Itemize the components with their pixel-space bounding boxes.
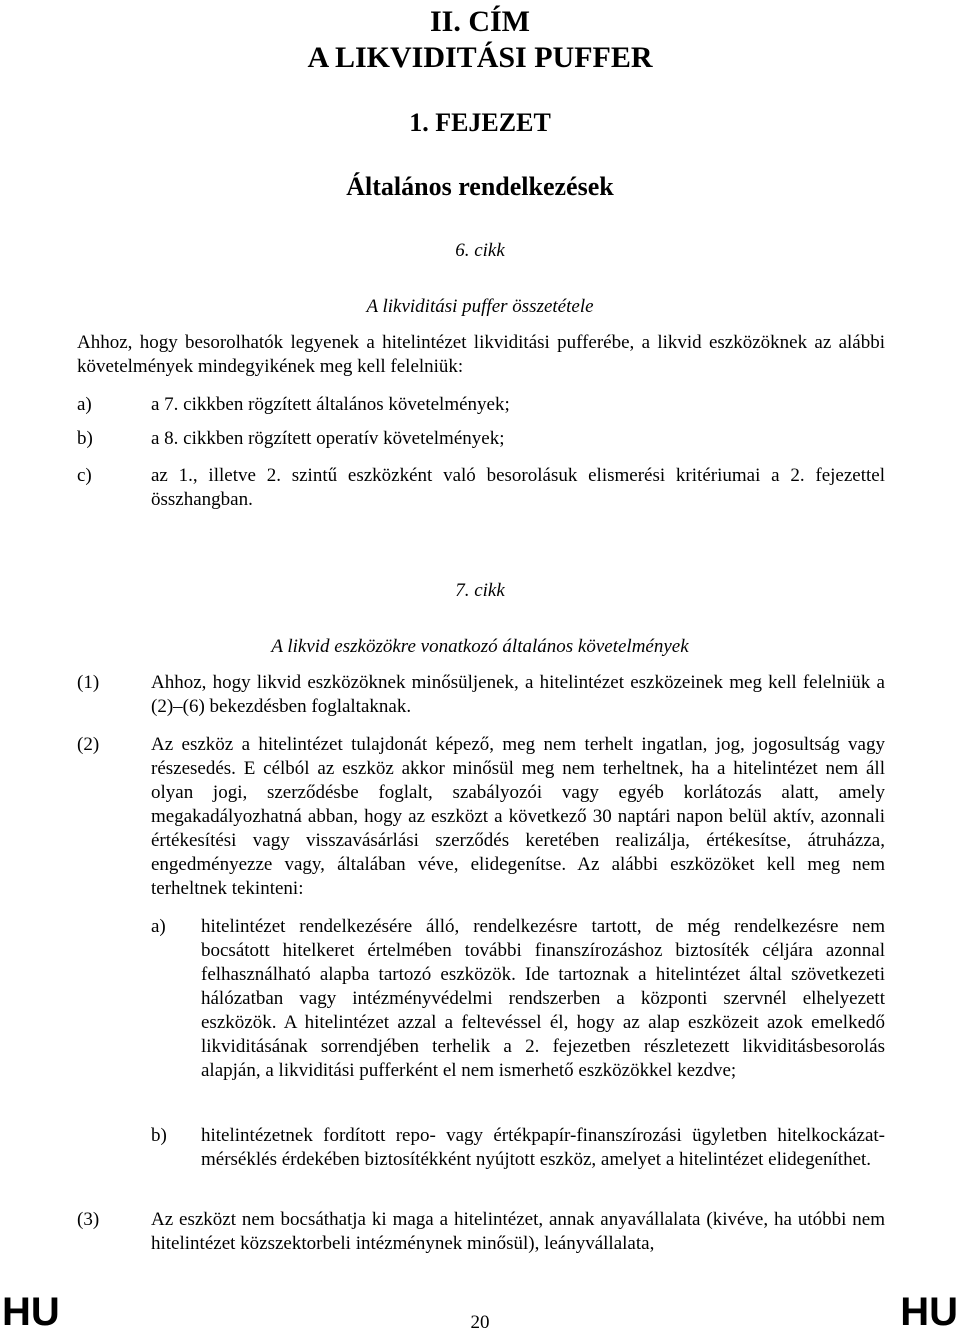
item-label: c): [77, 465, 92, 486]
article-7-paragraph-1: [77, 671, 885, 719]
article-6-item-a: [77, 393, 885, 417]
title-line-1: II. CÍM: [429, 5, 530, 38]
paragraph-text: Az eszközt nem bocsáthatja ki maga a hitelintézet, annak anyavállalata (kivéve, ha utóbbi nem hitelintézet közszektorbeli intézménynek minősül), leányvállalata,: [151, 1209, 885, 1254]
paragraph-label: (2): [77, 734, 100, 755]
page-number: 20: [470, 1312, 490, 1333]
article-6-item-c: [77, 464, 885, 512]
paragraph-text: Az eszköz a hitelintézet tulajdonát képező, meg nem terhelt ingatlan, jog, jogosultság vagy részesedés. E célból az eszköz akkor minősül meg nem terheltnek, ha a hitelintézet nem áll olyan jogi, szerződésbe foglalt, szabályozói vagy egyéb korlátozás alatt, amely megakadályozhatná abban, hogy az eszközt a következő 30 naptári napon belül aktív, azonnali értékesítési vagy visszavásárlási szerződés keretében realizálja, értékesítse, átruházza, engedményezze vagy, általában véve, elidegenítse. Az alábbi eszközöket kell meg nem terheltnek tekinteni:: [151, 734, 885, 899]
subitem-label: a): [151, 916, 166, 937]
article-6-item-b: [77, 427, 885, 451]
article-7-number: 7. cikk: [455, 580, 505, 601]
footer-language-code-right: HU: [900, 1290, 958, 1334]
subitem-text: hitelintézet rendelkezésére álló, rendelkezésre tartott, de még rendelkezésre nem bocsátott hitelkeret értelmében további finanszírozáshoz biztosíték céljára azonnal felhasználható alapba tartozó eszközök. Ide tartoznak a hitelintézet által szövetkezeti hálózatban vagy intézményvédelmi rendszerben a központi szervnél elhelyezett eszközök. A hitelintézet azzal a feltevéssel él, hogy az alap eszközeit azok emelkedő likviditásának sorrendjében terhelik a 2. fejezetben részletezett likviditásbesorolás alapján, a likviditási pufferként el nem ismerhető eszközökkel kezdve;: [201, 916, 885, 1081]
article-7-subitem-b: [151, 1124, 885, 1196]
chapter-title: Általános rendelkezések: [346, 172, 614, 201]
subitem-label: b): [151, 1125, 167, 1146]
item-label: a): [77, 394, 92, 415]
article-7-paragraph-3: [77, 1208, 885, 1256]
subitem-text: hitelintézetnek fordított repo- vagy értékpapír-finanszírozási ügyletben hitelkockázat-mérséklés érdekében biztosítékként nyújtott eszköz, amelyet a hitelintézet elidegeníthet.: [201, 1125, 885, 1170]
item-text: az 1., illetve 2. szintű eszközként való besorolásuk elismerési kritériumai a 2. fejezettel összhangban.: [151, 465, 885, 510]
article-7-title: A likvid eszközökre vonatkozó általános követelmények: [271, 636, 689, 657]
item-label: b): [77, 428, 93, 449]
article-6-intro: Ahhoz, hogy besorolhatók legyenek a hitelintézet likviditási pufferébe, a likvid eszközöknek az alábbi követelmények mindegyikének meg kell felelniük:: [77, 332, 885, 377]
paragraph-label: (3): [77, 1209, 100, 1230]
footer-language-code-left: HU: [2, 1290, 60, 1334]
chapter-number: 1. FEJEZET: [409, 108, 551, 137]
article-6-title: A likviditási puffer összetétele: [366, 296, 594, 317]
item-text: a 8. cikkben rögzített operatív követelmények;: [151, 428, 505, 449]
article-7-paragraph-2: [77, 733, 885, 901]
item-text: a 7. cikkben rögzített általános követelmények;: [151, 394, 510, 415]
article-6-number: 6. cikk: [455, 240, 505, 261]
paragraph-label: (1): [77, 672, 100, 693]
article-7-subitem-a: [151, 915, 885, 1131]
paragraph-text: Ahhoz, hogy likvid eszközöknek minősüljenek, a hitelintézet eszközeinek meg kell felelniük a (2)–(6) bekezdésben foglaltaknak.: [151, 672, 885, 717]
title-line-2: A LIKVIDITÁSI PUFFER: [307, 41, 653, 74]
